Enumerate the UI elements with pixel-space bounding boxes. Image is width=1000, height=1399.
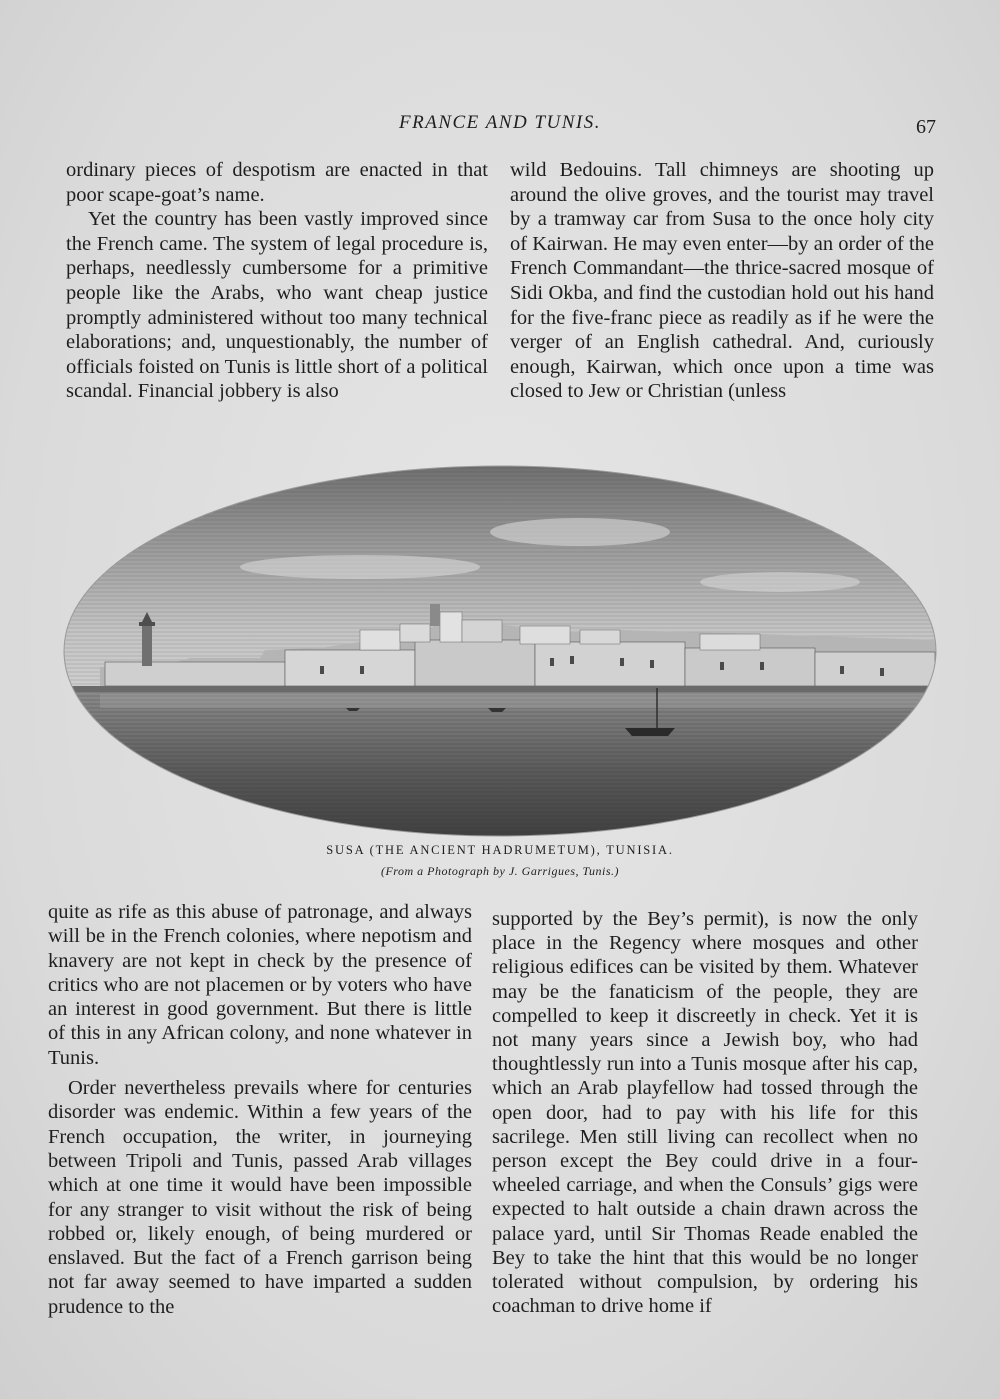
- paragraph: Yet the country has been vastly improved since the French came. The system of legal procedure is, perhaps, needlessly cumbersome for a primitive people like the Arabs, who want cheap justice promptly administered without too many technical elaborations; and, unquestionably, the number of officials foisted on Tunis is little short of a political scandal. Financial jobbery is also: [66, 208, 488, 403]
- column-top-right: [510, 158, 934, 404]
- paragraph: wild Bedouins. Tall chimneys are shooting up around the olive groves, and the tourist may travel by a tramway car from Susa to the once holy city of Kairwan. He may even enter—by an order of the French Commandant—the thrice-sacred mosque of Sidi Okba, and find the custodian hold out his hand for the five-franc piece as readily as if he were the verger of an English cathedral. And, curiously enough, Kairwan, which once upon a time was closed to Jew or Christian (unless: [510, 159, 934, 403]
- figure-caption: SUSA (THE ANCIENT HADRUMETUM), TUNISIA.: [326, 843, 674, 857]
- paragraph: quite as rife as this abuse of patronage, and always will be in the French colonies, where nepotism and knavery are not kept in check by the presence of critics who are not placemen or by voters who have an interest in good government. But there is little of this in any African colony, and none whatever in Tunis.: [48, 901, 472, 1069]
- paragraph: supported by the Bey’s permit), is now the only place in the Regency where mosques and other religious edifices can be visited by them. Whatever may be the fanaticism of the people, they are compelled to keep it discreetly in check. Yet it is not many years since a Jewish boy, who had thoughtlessly run into a Tunis mosque after his cap, which an Arab playfellow had tossed through the open door, had to pay with his life for this sacrilege. Men still living can recollect when no person except the Bey could drive in a four-wheeled carriage, and when the Consuls’ gigs were expected to halt outside a chain drawn across the palace yard, until Sir Thomas Reade enabled the Bey to take the hint that this would be no longer tolerated without compulsion, by ordering his coachman to drive home if: [492, 908, 918, 1318]
- page-number: 67: [916, 116, 936, 138]
- paragraph: ordinary pieces of despotism are enacted in that poor scape-goat’s name.: [66, 159, 488, 206]
- column-top-left: [66, 158, 488, 404]
- column-bottom-right: [492, 907, 918, 1318]
- paragraph: Order nevertheless prevails where for centuries disorder was endemic. Within a few years of the French occupation, the writer, in journeying between Tripoli and Tunis, passed Arab villages which at one time it would have been impossible for any stranger to visit without the risk of being robbed or, likely enough, of being murdered or enslaved. But the fact of a French garrison being not far away seemed to have imparted a sudden prudence to the: [48, 1077, 472, 1318]
- running-title: FRANCE AND TUNIS.: [399, 112, 601, 133]
- figure-credit: (From a Photograph by J. Garrigues, Tunis.): [380, 864, 620, 878]
- column-bottom-left: [48, 900, 472, 1319]
- susa-engraving: [60, 462, 940, 840]
